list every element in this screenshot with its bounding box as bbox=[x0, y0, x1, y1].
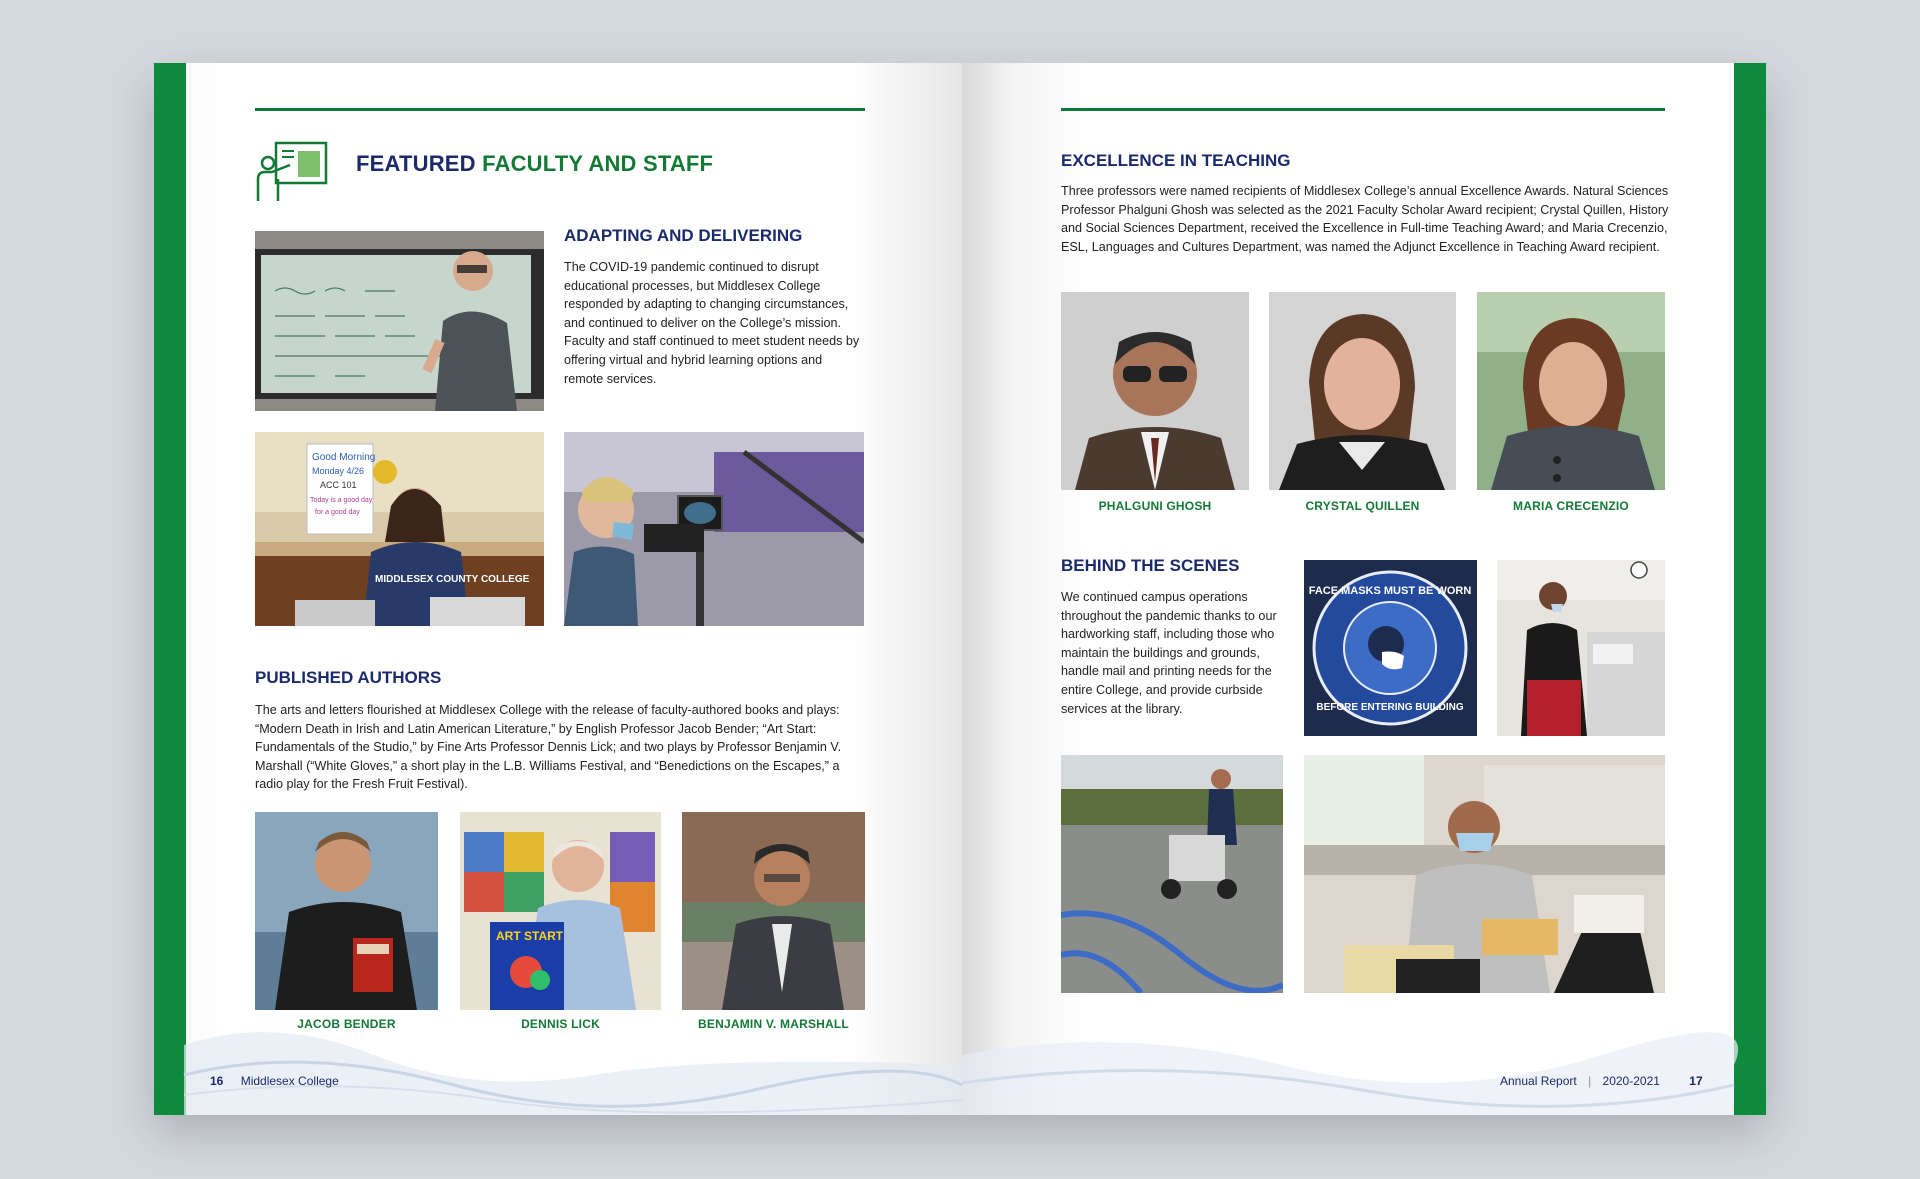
decorative-wave bbox=[154, 1005, 962, 1115]
sign-bottom-text: BEFORE ENTERING BUILDING bbox=[1316, 702, 1464, 713]
footer-separator: | bbox=[1588, 1074, 1592, 1088]
sign-line2: Monday 4/26 bbox=[312, 466, 365, 476]
photo-teacher-whiteboard bbox=[255, 231, 544, 411]
behind-body: We continued campus operations throughout the pandemic thanks to our hardworking staff, including those who maintain the buildings and grounds, handle mail and printing needs for the entire College, and provide curbside services at the library. bbox=[1061, 590, 1277, 716]
right-green-bar bbox=[1734, 63, 1766, 1115]
page-title: FEATURED FACULTY AND STAFF bbox=[356, 151, 714, 176]
top-rule bbox=[255, 108, 865, 111]
sign-top-text: FACE MASKS MUST BE WORN bbox=[1308, 585, 1472, 597]
sign-line5: for a good day bbox=[315, 509, 360, 516]
sign-line3: ACC 101 bbox=[320, 480, 357, 490]
left-page bbox=[154, 63, 962, 1115]
sweatshirt-text: MIDDLESEX COUNTY COLLEGE bbox=[375, 574, 530, 585]
author-caption-3: BENJAMIN V. MARSHALL bbox=[698, 1017, 849, 1031]
awardee-caption-1: PHALGUNI GHOSH bbox=[1098, 499, 1212, 513]
author-caption-1: JACOB BENDER bbox=[297, 1017, 396, 1031]
photo-benjamin-marshall bbox=[682, 812, 865, 1010]
top-rule-right bbox=[1061, 108, 1665, 111]
sign-line4: Today is a good day bbox=[310, 497, 373, 504]
adapting-body: The COVID-19 pandemic continued to disrupt educational processes, but Middlesex College responded by adapting to changing circumstances, and continued to deliver on the College’s mission. Faculty and staff continued to meet student needs by offering virtual and hybrid learning options and remote services. bbox=[564, 260, 860, 386]
right-page-number: 17 bbox=[1689, 1074, 1703, 1088]
published-heading: PUBLISHED AUTHORS bbox=[255, 668, 442, 687]
photo-face-mask-sign bbox=[1304, 560, 1477, 736]
photo-crystal-quillen bbox=[1269, 292, 1456, 490]
right-footer-label: Annual Report bbox=[1500, 1074, 1577, 1088]
behind-heading: BEHIND THE SCENES bbox=[1061, 556, 1240, 575]
photo-video-studio bbox=[564, 432, 864, 626]
left-green-bar bbox=[154, 63, 186, 1115]
photo-maria-crecenzio bbox=[1477, 292, 1665, 490]
left-footer-label: Middlesex College bbox=[240, 1074, 339, 1088]
photo-dennis-lick bbox=[460, 812, 661, 1010]
photo-remote-teacher bbox=[255, 432, 544, 626]
brochure-spread bbox=[154, 63, 1766, 1115]
awardee-caption-3: MARIA CRECENZIO bbox=[1513, 499, 1629, 513]
author-caption-2: DENNIS LICK bbox=[521, 1017, 600, 1031]
awardee-caption-2: CRYSTAL QUILLEN bbox=[1305, 499, 1420, 513]
photo-mail-handler bbox=[1304, 755, 1665, 993]
decorative-wave-right bbox=[962, 1005, 1766, 1115]
right-page bbox=[962, 63, 1766, 1115]
teacher-at-board-icon bbox=[254, 139, 332, 205]
photo-phalguni-ghosh bbox=[1061, 292, 1249, 490]
photo-mailroom-worker bbox=[1497, 560, 1665, 736]
adapting-heading: ADAPTING AND DELIVERING bbox=[564, 226, 803, 245]
photo-jacob-bender bbox=[255, 812, 438, 1010]
photo-groundskeeper bbox=[1061, 755, 1283, 993]
left-footer bbox=[210, 1074, 339, 1088]
excellence-body: Three professors were named recipients of Middlesex College’s annual Excellence Awards. Natural Sciences Professor Phalguni Ghosh was selected as the 2021 Faculty Scholar Award recipient; Crystal Quillen, History and Social Sciences Department, received the Excellence in Full-time Teaching Award; and Maria Crecenzio, ESL, Languages and Cultures Department, was named the Adjunct Excellence in Teaching Award recipient. bbox=[1061, 184, 1669, 254]
excellence-heading: EXCELLENCE IN TEACHING bbox=[1061, 151, 1291, 170]
book-title: ART START bbox=[496, 929, 564, 943]
published-body: The arts and letters flourished at Middlesex College with the release of faculty-authored books and plays: “Modern Death in Irish and Latin American Literature,” by English Professor Jacob Bender; “Art Start: Fundamentals of the Studio,” by Fine Arts Professor Dennis Lick; and two plays by Professor Benjamin V. Marshall (“White Gloves,” a short play in the L.B. Williams Festival, and “Benedictions on the Escapes,” a radio play for the Fresh Fruit Festival). bbox=[255, 703, 842, 792]
left-page-number: 16 bbox=[210, 1074, 224, 1088]
right-footer-year: 2020-2021 bbox=[1602, 1074, 1660, 1088]
right-footer bbox=[1500, 1074, 1703, 1088]
sign-line1: Good Morning bbox=[312, 452, 376, 463]
